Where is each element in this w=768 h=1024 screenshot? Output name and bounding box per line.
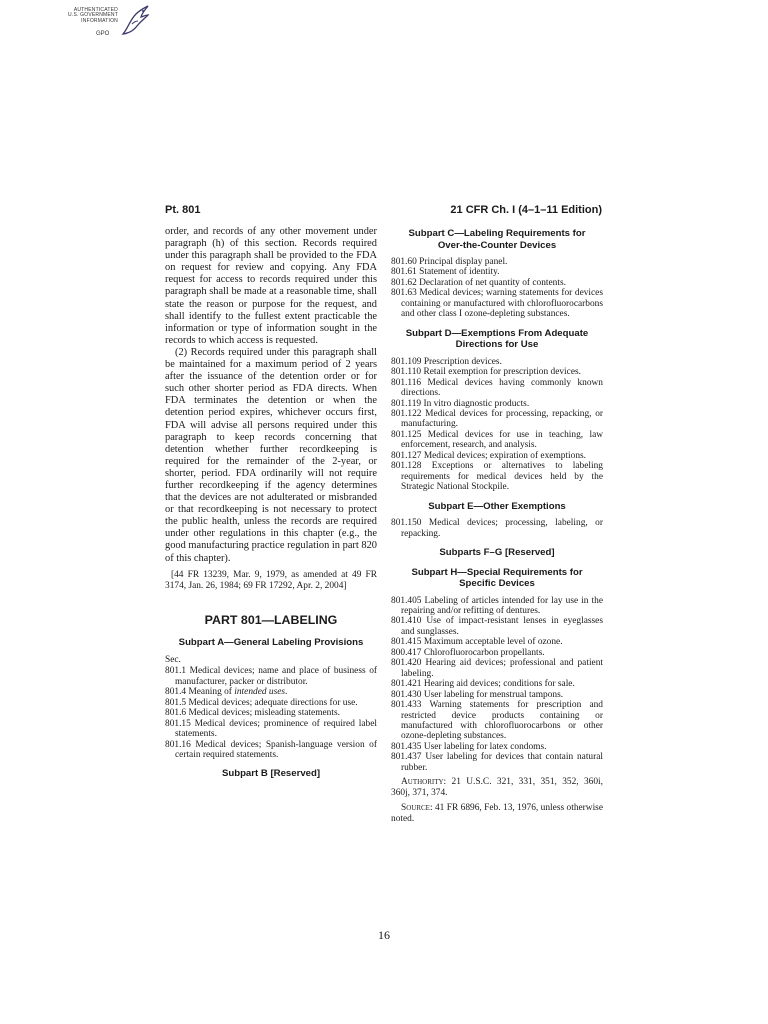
subpart-c-heading: Subpart C—Labeling Requirements for Over-the-Counter Devices [408,228,586,251]
eagle-icon [120,4,150,40]
toc-entry: 801.430 User labeling for menstrual tampons. [391,689,564,700]
gpo-authentication-logo [60,4,150,40]
logo-text [60,8,118,24]
toc-entry: 801.110 Retail exemption for prescription devices. [391,367,581,378]
paragraph-records-continuation: order, and records of any other movement under paragraph (h) of this section. Records required under this paragraph shall be provided to the FDA on request for review and copying. Any FDA request for access to records required under this paragraph shall be made at a reasonable time, shall state the reason or purpose for the request, and shall identify to the fullest extent practicable the information or type of information sought in the records to which access is requested. [165,226,377,346]
toc-entry: 801.60 Principal display panel. [391,257,508,267]
authority-label: Authority: [401,777,447,788]
subpart-b-heading: Subpart B [Reserved] [221,768,321,780]
toc-entry: 801.61 Statement of identity. [391,267,500,278]
subpart-e-heading: Subpart E—Other Exemptions [428,500,566,512]
paragraph-records-retention: (2) Records required under this paragraph shall be maintained for a maximum period of 2 years after the issuance of the detention order or for such other shorter period as FDA directs. When FDA terminates the detention or when the detention period expires, whichever occurs first, FDA will advise all persons required under this paragraph to keep records concerning that detention whether further recordkeeping is required for the remainder of the 2-year, or shorter, period. FDA ordinarily will not require further recordkeeping if the agency determines that the devices are not adulterated or misbranded or that recordkeeping is not necessary to protect the public health, unless the records are required under other regulations in this chapter (e.g., the good manufacturing practice regulation in part 820 of this chapter). [165,346,377,564]
toc-entry: 801.410 Use of impact-resistant lenses in eyeglasses and sunglasses. [391,616,603,637]
toc-entry [165,687,377,697]
source-citation: [44 FR 13239, Mar. 9, 1979, as amended at 49 FR 3174, Jan. 26, 1984; 69 FR 17292, Apr. 2, 2004] [165,569,377,591]
toc-entry: 801.128 Exceptions or alternatives to labeling requirements for medical devices held by the Strategic National Stockpile. [391,461,603,493]
authority-note [391,777,603,799]
table-of-contents-subpart-a [165,655,377,761]
toc-entry: 801.5 Medical devices; adequate directions for use. [165,697,358,708]
toc-entry: 801.62 Declaration of net quantity of contents. [391,277,566,288]
subpart-a-heading: Subpart A—General Labeling Provisions [178,637,364,649]
toc-entry: 801.421 Hearing aid devices; conditions for sale. [391,679,575,690]
running-header-edition: 21 CFR Ch. I (4–1–11 Edition) [450,204,602,216]
table-of-contents-subpart-h [391,596,603,774]
toc-entry: 801.1 Medical devices; name and place of business of manufacturer, packer or distributor. [165,666,377,687]
toc-entry: 801.63 Medical devices; warning statements for devices containing or manufactured with chlorofluorocarbons and other class I ozone-depleting substances. [391,288,603,320]
toc-entry: 801.125 Medical devices for use in teaching, law enforcement, research, and analysis. [391,429,603,451]
toc-entry: 801.127 Medical devices; expiration of exemptions. [391,450,587,461]
toc-entry: 801.420 Hearing aid devices; professional and patient labeling. [391,658,603,679]
table-of-contents-subpart-d [391,357,603,493]
source-note [391,803,603,825]
logo-gpo-label: GPO [96,31,110,37]
subpart-d-heading: Subpart D—Exemptions From Adequate Directions for Use [405,327,589,351]
toc-entry: 801.15 Medical devices; prominence of required label statements. [165,718,377,740]
toc-entry: 801.6 Medical devices; misleading statements. [165,708,340,719]
toc-entry: 801.437 User labeling for devices that contain natural rubber. [391,752,603,773]
toc-entry: 801.109 Prescription devices. [391,356,502,367]
logo-line: AUTHENTICATED [73,7,118,13]
part-title: PART 801—LABELING [204,613,338,628]
toc-entry-italic: intended uses [234,687,286,698]
subpart-h-heading: Subpart H—Special Requirements for Specific Devices [411,566,583,590]
toc-entry: 801.150 Medical devices; processing, labeling, or repacking. [391,518,603,539]
subpart-fg-heading: Subparts F–G [Reserved] [439,547,555,559]
authority-text: 21 U.S.C. 321, 331, 351, 352, 360i, 360j, 371, 374. [391,777,603,799]
page-number: 16 [378,928,390,942]
toc-entry: 801.122 Medical devices for processing, repacking, or manufacturing. [391,408,603,430]
source-text: 41 FR 6896, Feb. 13, 1976, unless otherwise noted. [391,802,603,824]
table-of-contents-subpart-e [391,518,603,539]
toc-entry: 801.16 Medical devices; Spanish-language version of certain required statements. [165,739,377,761]
sec-label: Sec. [165,654,181,665]
toc-entry: 801.116 Medical devices having commonly known directions. [391,377,603,399]
toc-entry: 801.433 Warning statements for prescription and restricted device products containing or manufactured with chlorofluorocarbons or other ozone-depleting substances. [391,700,603,742]
source-label: Source: [401,802,433,813]
toc-entry: 801.415 Maximum acceptable level of ozone. [391,637,563,648]
toc-entry-suffix: . [285,687,288,698]
left-column [165,226,377,786]
toc-entry-prefix: 801.4 Meaning of [165,687,235,698]
logo-line: INFORMATION [81,17,118,24]
toc-entry: 801.435 User labeling for latex condoms. [391,741,547,752]
table-of-contents-subpart-c [391,257,603,320]
toc-entry: 800.417 Chlorofluorocarbon propellants. [391,647,545,658]
logo-line: U.S. GOVERNMENT [68,12,118,19]
toc-entry: 801.119 In vitro diagnostic products. [391,398,530,409]
running-header-part: Pt. 801 [165,204,201,216]
toc-entry: 801.405 Labeling of articles intended for lay use in the repairing and/or refitting of dentures. [391,595,603,616]
right-column [391,226,603,824]
